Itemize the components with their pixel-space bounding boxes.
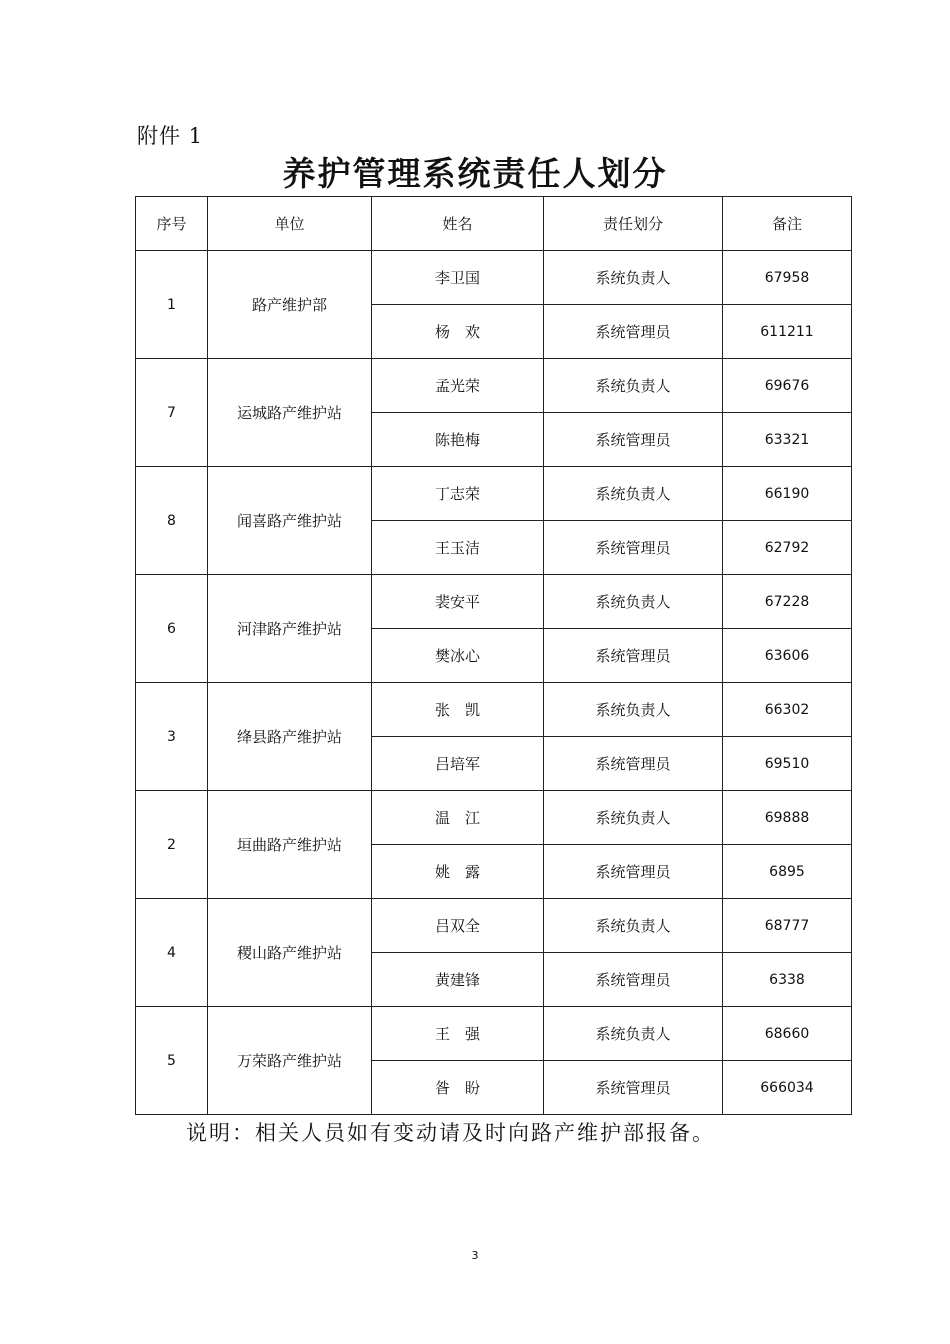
role-cell: 系统负责人: [544, 791, 723, 845]
name-cell: 黄建锋: [372, 953, 544, 1007]
unit-cell: 路产维护部: [208, 251, 372, 359]
note-cell: 6338: [723, 953, 852, 1007]
table-row: [136, 575, 852, 629]
role-cell: 系统管理员: [544, 629, 723, 683]
name-cell: 杨 欢: [372, 305, 544, 359]
footnote: 说明：相关人员如有变动请及时向路产维护部报备。: [186, 1121, 715, 1145]
seq-cell: 8: [136, 467, 208, 575]
name-cell: 王玉洁: [372, 521, 544, 575]
table-row: [136, 683, 852, 737]
name-cell: 樊冰心: [372, 629, 544, 683]
role-cell: 系统管理员: [544, 737, 723, 791]
note-cell: 67958: [723, 251, 852, 305]
attachment-label: 附件 1: [137, 124, 204, 148]
name-cell: 吕培军: [372, 737, 544, 791]
table-row: [136, 1007, 852, 1061]
role-cell: 系统管理员: [544, 305, 723, 359]
note-cell: 611211: [723, 305, 852, 359]
note-cell: 6895: [723, 845, 852, 899]
name-cell: 昝 盼: [372, 1061, 544, 1115]
name-cell: 裴安平: [372, 575, 544, 629]
name-cell: 姚 露: [372, 845, 544, 899]
page-number: 3: [471, 1249, 479, 1262]
unit-cell: 稷山路产维护站: [208, 899, 372, 1007]
role-cell: 系统管理员: [544, 845, 723, 899]
table-body: [136, 197, 852, 1115]
header-cell-note: 备注: [723, 197, 852, 251]
note-cell: 62792: [723, 521, 852, 575]
seq-cell: 1: [136, 251, 208, 359]
seq-cell: 3: [136, 683, 208, 791]
name-cell: 张 凯: [372, 683, 544, 737]
document-title: 养护管理系统责任人划分: [282, 154, 668, 193]
header-cell-role: 责任划分: [544, 197, 723, 251]
role-cell: 系统管理员: [544, 1061, 723, 1115]
note-cell: 69676: [723, 359, 852, 413]
role-cell: 系统负责人: [544, 1007, 723, 1061]
header-cell-unit: 单位: [208, 197, 372, 251]
note-cell: 69510: [723, 737, 852, 791]
note-cell: 666034: [723, 1061, 852, 1115]
note-cell: 66190: [723, 467, 852, 521]
name-cell: 丁志荣: [372, 467, 544, 521]
unit-cell: 闻喜路产维护站: [208, 467, 372, 575]
table-row: [136, 251, 852, 305]
role-cell: 系统负责人: [544, 251, 723, 305]
unit-cell: 垣曲路产维护站: [208, 791, 372, 899]
unit-cell: 万荣路产维护站: [208, 1007, 372, 1115]
note-cell: 68660: [723, 1007, 852, 1061]
name-cell: 王 强: [372, 1007, 544, 1061]
name-cell: 吕双全: [372, 899, 544, 953]
name-cell: 李卫国: [372, 251, 544, 305]
header-cell-name: 姓名: [372, 197, 544, 251]
table-row: [136, 359, 852, 413]
note-cell: 63606: [723, 629, 852, 683]
table-row: [136, 899, 852, 953]
role-cell: 系统负责人: [544, 899, 723, 953]
unit-cell: 河津路产维护站: [208, 575, 372, 683]
seq-cell: 4: [136, 899, 208, 1007]
unit-cell: 绛县路产维护站: [208, 683, 372, 791]
role-cell: 系统负责人: [544, 359, 723, 413]
responsibility-table: [135, 196, 852, 1115]
seq-cell: 5: [136, 1007, 208, 1115]
role-cell: 系统负责人: [544, 683, 723, 737]
note-cell: 69888: [723, 791, 852, 845]
note-cell: 63321: [723, 413, 852, 467]
seq-cell: 2: [136, 791, 208, 899]
role-cell: 系统管理员: [544, 521, 723, 575]
seq-cell: 6: [136, 575, 208, 683]
header-row: [136, 197, 852, 251]
name-cell: 孟光荣: [372, 359, 544, 413]
role-cell: 系统负责人: [544, 575, 723, 629]
name-cell: 温 江: [372, 791, 544, 845]
note-cell: 67228: [723, 575, 852, 629]
note-cell: 68777: [723, 899, 852, 953]
table-row: [136, 791, 852, 845]
seq-cell: 7: [136, 359, 208, 467]
note-cell: 66302: [723, 683, 852, 737]
header-cell-seq: 序号: [136, 197, 208, 251]
unit-cell: 运城路产维护站: [208, 359, 372, 467]
table-row: [136, 467, 852, 521]
role-cell: 系统负责人: [544, 467, 723, 521]
name-cell: 陈艳梅: [372, 413, 544, 467]
role-cell: 系统管理员: [544, 413, 723, 467]
role-cell: 系统管理员: [544, 953, 723, 1007]
